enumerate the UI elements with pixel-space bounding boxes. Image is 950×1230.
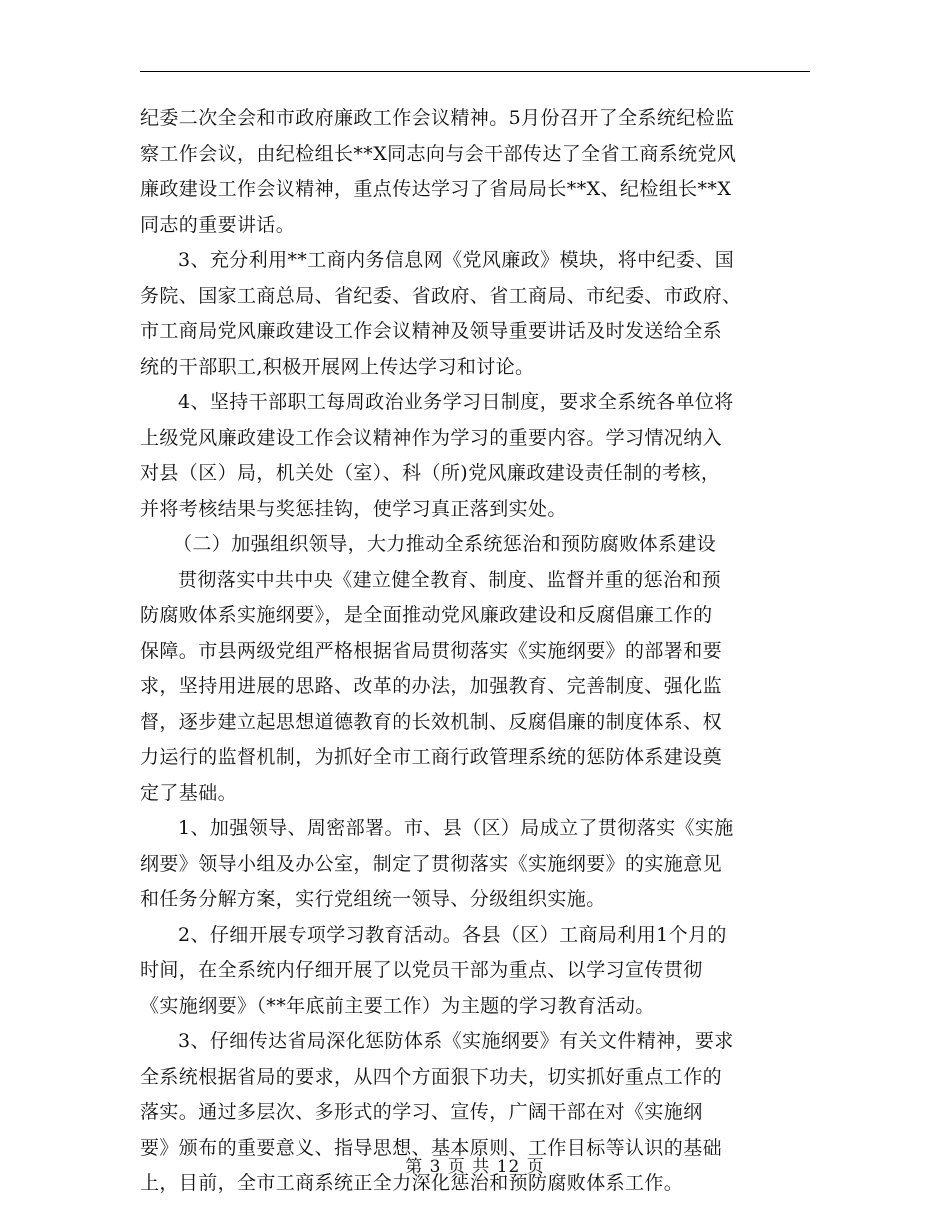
- text-line: 并将考核结果与奖惩挂钩，使学习真正落到实处。: [140, 497, 567, 520]
- footer-page-number: 3: [429, 1157, 442, 1177]
- text-line: 同志的重要讲话。: [140, 213, 296, 236]
- text-line: （二）加强组织领导，大力推动全系统惩治和预防腐败体系建设: [173, 533, 717, 555]
- text-line: 督，逐步建立起思想道德教育的长效机制、反腐倡廉的制度体系、权: [140, 710, 723, 733]
- text-line: 全系统根据省局的要求，从四个方面狠下功夫，切实抓好重点工作的: [140, 1065, 723, 1088]
- text-line: 察工作会议，由纪检组长**X同志向与会干部传达了全省工商系统党风: [140, 142, 737, 165]
- text-line: 保障。市县两级党组严格根据省局贯彻落实《实施纲要》的部署和要: [140, 639, 723, 662]
- text-line: 防腐败体系实施纲要》，是全面推动党风廉政建设和反腐倡廉工作的: [140, 604, 713, 626]
- footer-total-pages: 12: [496, 1157, 521, 1177]
- text-line: 求，坚持用进展的思路、改革的办法，加强教育、完善制度、强化监: [140, 675, 723, 697]
- text-line: 对县（区）局，机关处（室）、科（所)党风廉政建设责任制的考核，: [140, 462, 721, 484]
- body-text: [140, 101, 810, 1202]
- text-line: 廉政建设工作会议精神，重点传达学习了省局局长**X、纪检组长**X: [140, 178, 732, 200]
- text-line: 落实。通过多层次、多形式的学习、宣传，广阔干部在对《实施纲: [140, 1101, 703, 1123]
- text-line: 1、加强领导、周密部署。市、县（区）局成立了贯彻落实《实施: [178, 817, 734, 839]
- text-line: 上级党风廉政建设工作会议精神作为学习的重要内容。学习情况纳入: [140, 426, 723, 449]
- text-line: 《实施纲要》（**年底前主要工作）为主题的学习教育活动。: [140, 994, 655, 1017]
- text-line: 2、仔细开展专项学习教育活动。各县（区）工商局利用1个月的: [178, 923, 727, 946]
- text-line: 纲要》领导小组及办公室，制定了贯彻落实《实施纲要》的实施意见: [140, 852, 723, 875]
- text-line: 市工商局党风廉政建设工作会议精神及领导重要讲话及时发送给全系: [140, 320, 723, 342]
- text-line: 力运行的监督机制，为抓好全市工商行政管理系统的惩防体系建设奠: [140, 746, 723, 768]
- header-rule: [140, 71, 810, 72]
- text-line: 要》颁布的重要意义、指导思想、基本原则、工作目标等认识的基础: [140, 1136, 723, 1159]
- text-line: 统的干部职工,积极开展网上传达学习和讨论。: [140, 355, 535, 378]
- footer-prefix: 第: [405, 1157, 424, 1177]
- text-line: 3、仔细传达省局深化惩防体系《实施纲要》有关文件精神，要求: [178, 1030, 734, 1052]
- text-line: 定了基础。: [140, 781, 238, 804]
- text-line: 4、坚持干部职工每周政治业务学习日制度，要求全系统各单位将: [178, 391, 734, 413]
- page-footer: [0, 1152, 950, 1177]
- text-line: 时间，在全系统内仔细开展了以党员干部为重点、以学习宣传贯彻: [140, 959, 703, 981]
- footer-suffix: 页: [526, 1157, 545, 1177]
- text-line: 贯彻落实中共中央《建立健全教育、制度、监督并重的惩治和预: [178, 568, 722, 591]
- text-line: 和任务分解方案，实行党组统一领导、分级组织实施。: [140, 888, 606, 910]
- text-line: 上，目前，全市工商系统正全力深化惩治和预防腐败体系工作。: [140, 1172, 684, 1194]
- footer-mid: 页 共: [447, 1157, 491, 1177]
- text-line: 3、充分利用**工商内务信息网《党风廉政》模块，将中纪委、国: [178, 249, 735, 271]
- text-line: 务院、国家工商总局、省纪委、省政府、省工商局、市纪委、市政府、: [140, 284, 742, 307]
- text-line: 纪委二次全会和市政府廉政工作会议精神。5月份召开了全系统纪检监: [140, 107, 735, 129]
